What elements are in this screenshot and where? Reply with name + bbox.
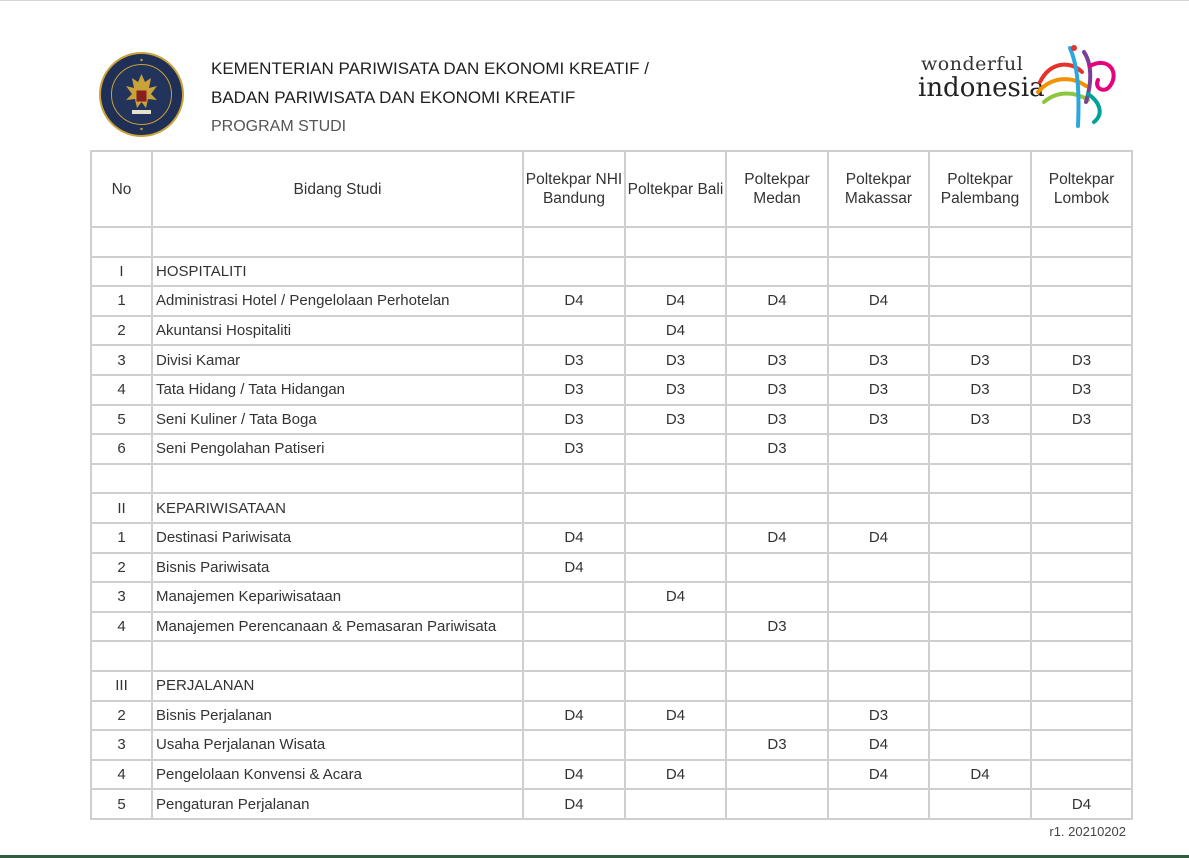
row-number: 3 <box>91 730 152 760</box>
program-level-cell <box>1031 493 1132 523</box>
program-level-cell <box>929 701 1031 731</box>
field-of-study: Usaha Perjalanan Wisata <box>152 730 523 760</box>
program-level-cell <box>828 789 929 819</box>
field-of-study: Pengelolaan Konvensi & Acara <box>152 760 523 790</box>
program-level-cell: D3 <box>726 405 828 435</box>
program-level-cell <box>828 612 929 642</box>
program-level-cell <box>625 464 726 494</box>
row-number <box>91 641 152 671</box>
row-number: 4 <box>91 375 152 405</box>
program-level-cell: D3 <box>523 375 625 405</box>
program-level-cell <box>828 434 929 464</box>
program-level-cell: D4 <box>523 523 625 553</box>
program-level-cell <box>625 671 726 701</box>
program-level-cell: D4 <box>625 760 726 790</box>
header-makassar: Poltekpar Makassar <box>828 151 929 227</box>
header-lombok: Poltekpar Lombok <box>1031 151 1132 227</box>
field-of-study: Bisnis Perjalanan <box>152 701 523 731</box>
table-row <box>91 730 1132 760</box>
table-row <box>91 671 1132 701</box>
row-number: 5 <box>91 789 152 819</box>
program-level-cell <box>929 434 1031 464</box>
agency-title: BADAN PARIWISATA DAN EKONOMI KREATIF <box>211 88 576 107</box>
program-level-cell <box>828 553 929 583</box>
program-level-cell: D3 <box>828 375 929 405</box>
table-row <box>91 701 1132 731</box>
program-level-cell <box>1031 612 1132 642</box>
program-level-cell <box>625 641 726 671</box>
program-level-cell <box>828 493 929 523</box>
program-level-cell <box>1031 257 1132 287</box>
table-row <box>91 612 1132 642</box>
program-level-cell <box>523 227 625 257</box>
field-of-study <box>152 464 523 494</box>
field-of-study: Tata Hidang / Tata Hidangan <box>152 375 523 405</box>
table-body <box>91 227 1132 819</box>
program-level-cell <box>1031 434 1132 464</box>
header-palembang: Poltekpar Palembang <box>929 151 1031 227</box>
program-level-cell: D3 <box>828 405 929 435</box>
program-level-cell <box>929 464 1031 494</box>
field-of-study <box>152 227 523 257</box>
program-level-cell <box>929 789 1031 819</box>
program-level-cell: D4 <box>625 316 726 346</box>
program-level-cell <box>726 789 828 819</box>
program-level-cell <box>929 553 1031 583</box>
program-level-cell <box>726 493 828 523</box>
program-level-cell: D4 <box>828 730 929 760</box>
wonderful-indonesia-logo <box>918 42 1123 130</box>
program-level-cell <box>929 257 1031 287</box>
header-no: No <box>91 151 152 227</box>
program-level-cell <box>726 227 828 257</box>
table-row <box>91 286 1132 316</box>
program-level-cell <box>929 730 1031 760</box>
program-level-cell <box>929 227 1031 257</box>
program-level-cell <box>726 316 828 346</box>
table-row <box>91 760 1132 790</box>
table-row <box>91 345 1132 375</box>
program-level-cell: D3 <box>523 405 625 435</box>
row-number: 2 <box>91 553 152 583</box>
row-number: 4 <box>91 760 152 790</box>
program-level-cell <box>828 227 929 257</box>
program-level-cell: D3 <box>726 730 828 760</box>
program-level-cell <box>523 582 625 612</box>
program-level-cell <box>828 671 929 701</box>
brand-word-1: wonderful <box>921 53 1024 75</box>
table-row <box>91 375 1132 405</box>
program-level-cell <box>929 316 1031 346</box>
field-of-study: Manajemen Kepariwisataan <box>152 582 523 612</box>
program-level-cell <box>625 789 726 819</box>
program-level-cell: D3 <box>929 345 1031 375</box>
header-title-block <box>211 54 649 141</box>
field-of-study: Divisi Kamar <box>152 345 523 375</box>
program-level-cell <box>1031 641 1132 671</box>
program-level-cell <box>929 612 1031 642</box>
field-of-study: KEPARIWISATAAN <box>152 493 523 523</box>
program-level-cell <box>625 493 726 523</box>
program-level-cell <box>1031 464 1132 494</box>
header-medan: Poltekpar Medan <box>726 151 828 227</box>
program-level-cell <box>726 701 828 731</box>
program-level-cell: D4 <box>828 523 929 553</box>
program-level-cell <box>523 257 625 287</box>
program-level-cell: D4 <box>625 701 726 731</box>
program-level-cell: D4 <box>726 523 828 553</box>
program-level-cell: D3 <box>726 434 828 464</box>
program-level-cell <box>726 671 828 701</box>
row-number: 3 <box>91 582 152 612</box>
row-number: III <box>91 671 152 701</box>
program-level-cell: D3 <box>929 405 1031 435</box>
program-level-cell: D3 <box>625 375 726 405</box>
program-level-cell <box>523 641 625 671</box>
program-level-cell: D3 <box>523 434 625 464</box>
row-number: II <box>91 493 152 523</box>
row-number: 6 <box>91 434 152 464</box>
program-level-cell <box>1031 701 1132 731</box>
program-level-cell <box>929 493 1031 523</box>
program-level-cell <box>726 464 828 494</box>
program-level-cell <box>828 582 929 612</box>
table-row <box>91 227 1132 257</box>
row-number: 5 <box>91 405 152 435</box>
table-row <box>91 523 1132 553</box>
program-level-cell <box>523 464 625 494</box>
table-row <box>91 464 1132 494</box>
table-row <box>91 434 1132 464</box>
program-level-cell: D3 <box>929 375 1031 405</box>
program-level-cell <box>929 671 1031 701</box>
table-row <box>91 641 1132 671</box>
program-level-cell: D3 <box>828 701 929 731</box>
program-level-cell: D4 <box>523 701 625 731</box>
program-level-cell <box>929 582 1031 612</box>
field-of-study: Akuntansi Hospitaliti <box>152 316 523 346</box>
program-studi-table <box>90 150 1133 820</box>
table-header-row <box>91 151 1132 227</box>
table-row <box>91 405 1132 435</box>
program-level-cell: D4 <box>828 760 929 790</box>
program-level-cell <box>523 730 625 760</box>
program-level-cell <box>523 493 625 523</box>
program-level-cell <box>1031 286 1132 316</box>
program-level-cell <box>726 582 828 612</box>
program-level-cell <box>1031 671 1132 701</box>
program-level-cell: D4 <box>828 286 929 316</box>
field-of-study: Bisnis Pariwisata <box>152 553 523 583</box>
field-of-study: HOSPITALITI <box>152 257 523 287</box>
row-number: I <box>91 257 152 287</box>
table-row <box>91 789 1132 819</box>
brand-word-2: indonesia <box>918 73 1045 103</box>
row-number <box>91 464 152 494</box>
program-level-cell: D3 <box>726 375 828 405</box>
field-of-study: Pengaturan Perjalanan <box>152 789 523 819</box>
field-of-study: Destinasi Pariwisata <box>152 523 523 553</box>
program-level-cell: D3 <box>726 345 828 375</box>
ministry-emblem-logo <box>99 52 184 137</box>
program-level-cell <box>1031 227 1132 257</box>
program-level-cell: D4 <box>625 582 726 612</box>
row-number: 4 <box>91 612 152 642</box>
program-level-cell <box>726 760 828 790</box>
program-level-cell <box>625 434 726 464</box>
table-row <box>91 493 1132 523</box>
program-level-cell <box>1031 523 1132 553</box>
field-of-study: Administrasi Hotel / Pengelolaan Perhotelan <box>152 286 523 316</box>
program-level-cell: D3 <box>625 405 726 435</box>
program-level-cell: D3 <box>1031 345 1132 375</box>
program-level-cell <box>625 523 726 553</box>
table-row <box>91 582 1132 612</box>
program-level-cell: D3 <box>625 345 726 375</box>
program-level-cell <box>625 257 726 287</box>
document-subtitle: PROGRAM STUDI <box>211 118 347 135</box>
program-level-cell: D4 <box>523 789 625 819</box>
row-number: 2 <box>91 316 152 346</box>
field-of-study: Manajemen Perencanaan & Pemasaran Pariwisata <box>152 612 523 642</box>
program-level-cell: D4 <box>523 760 625 790</box>
field-of-study: Seni Pengolahan Patiseri <box>152 434 523 464</box>
program-level-cell: D4 <box>625 286 726 316</box>
program-level-cell <box>726 257 828 287</box>
program-level-cell <box>523 316 625 346</box>
program-level-cell <box>929 641 1031 671</box>
row-number: 1 <box>91 286 152 316</box>
program-level-cell <box>726 641 828 671</box>
revision-code: r1. 20210202 <box>1049 824 1126 839</box>
row-number <box>91 227 152 257</box>
field-of-study: Seni Kuliner / Tata Boga <box>152 405 523 435</box>
program-level-cell: D4 <box>1031 789 1132 819</box>
program-level-cell <box>828 464 929 494</box>
program-level-cell <box>523 671 625 701</box>
header-bali: Poltekpar Bali <box>625 151 726 227</box>
table-row <box>91 257 1132 287</box>
program-level-cell <box>1031 316 1132 346</box>
program-level-cell <box>625 227 726 257</box>
row-number: 1 <box>91 523 152 553</box>
program-level-cell: D4 <box>523 553 625 583</box>
program-level-cell <box>1031 730 1132 760</box>
program-level-cell <box>1031 553 1132 583</box>
program-level-cell <box>828 257 929 287</box>
header-nhi-bandung: Poltekpar NHI Bandung <box>523 151 625 227</box>
garuda-swirl-icon <box>1030 42 1122 130</box>
program-level-cell <box>625 553 726 583</box>
program-level-cell <box>828 316 929 346</box>
program-level-cell: D3 <box>828 345 929 375</box>
program-level-cell <box>929 523 1031 553</box>
program-level-cell: D3 <box>1031 375 1132 405</box>
program-level-cell <box>523 612 625 642</box>
header-bidang-studi: Bidang Studi <box>152 151 523 227</box>
program-level-cell <box>929 286 1031 316</box>
field-of-study <box>152 641 523 671</box>
program-level-cell: D3 <box>523 345 625 375</box>
program-level-cell: D3 <box>1031 405 1132 435</box>
ministry-title: KEMENTERIAN PARIWISATA DAN EKONOMI KREATIF / <box>211 59 649 78</box>
field-of-study: PERJALANAN <box>152 671 523 701</box>
program-level-cell: D4 <box>726 286 828 316</box>
program-level-cell: D3 <box>726 612 828 642</box>
program-level-cell <box>828 641 929 671</box>
top-divider <box>0 0 1189 1</box>
table-row <box>91 553 1132 583</box>
program-level-cell <box>1031 582 1132 612</box>
table-row <box>91 316 1132 346</box>
row-number: 2 <box>91 701 152 731</box>
program-level-cell: D4 <box>523 286 625 316</box>
program-level-cell <box>625 730 726 760</box>
row-number: 3 <box>91 345 152 375</box>
program-level-cell: D4 <box>929 760 1031 790</box>
program-level-cell <box>726 553 828 583</box>
program-level-cell <box>625 612 726 642</box>
program-level-cell <box>1031 760 1132 790</box>
